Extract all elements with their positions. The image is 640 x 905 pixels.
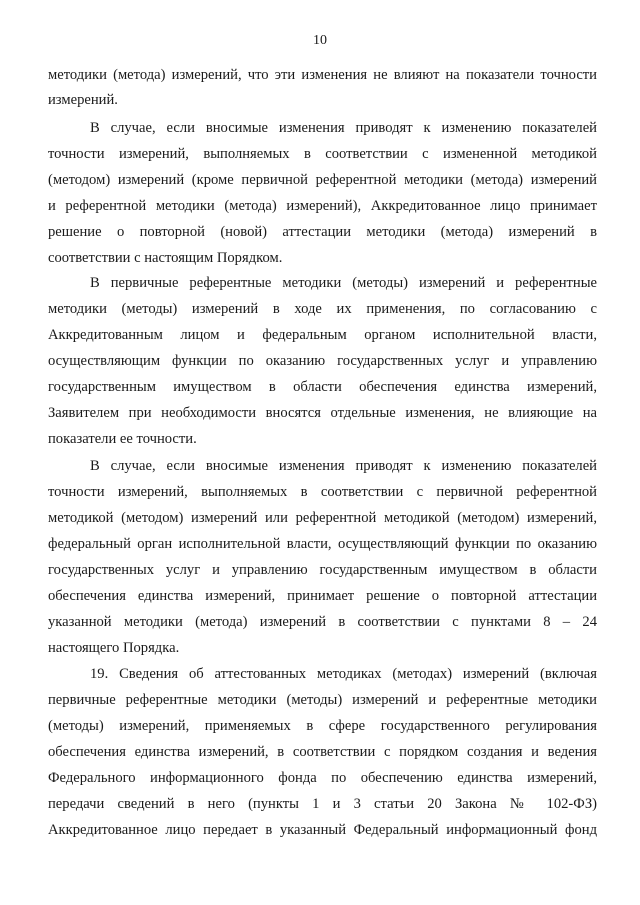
text-line: Аккредитованное лицо передает в указанный Федеральный информационный фонд: [48, 822, 597, 838]
text-line: государственных услуг и управлению государственным имуществом в области: [48, 562, 597, 578]
text-line: показатели ее точности.: [48, 431, 197, 447]
text-line: 19. Сведения об аттестованных методиках (методах) измерений (включая: [90, 666, 597, 682]
text-line: методикой (методом) измерений или референтной методикой (методом) измерений,: [48, 510, 597, 526]
text-line: В первичные референтные методики (методы) измерений и референтные: [90, 275, 597, 291]
text-line: методики (методы) измерений в ходе их применения, по согласованию с: [48, 301, 597, 317]
text-line: В случае, если вносимые изменения приводят к изменению показателей: [90, 458, 597, 474]
text-line: Заявителем при необходимости вносятся отдельные изменения, не влияющие на: [48, 405, 597, 421]
text-line: методики (метода) измерений, что эти изменения не влияют на показатели точности: [48, 67, 597, 83]
text-line: Федерального информационного фонда по обеспечению единства измерений,: [48, 770, 597, 786]
text-line: передачи сведений в него (пункты 1 и 3 статьи 20 Закона № 102-ФЗ): [48, 796, 597, 812]
text-line: обеспечения единства измерений, в соответствии с порядком создания и ведения: [48, 744, 597, 760]
text-line: обеспечения единства измерений, принимает решение о повторной аттестации: [48, 588, 597, 604]
text-line: осуществляющим функции по оказанию государственных услуг и управлению: [48, 353, 597, 369]
text-line: точности измерений, выполняемых в соответствии с измененной методикой: [48, 146, 597, 162]
text-line: и референтной методики (метода) измерений), Аккредитованное лицо принимает: [48, 198, 597, 214]
page-number: 10: [313, 33, 327, 48]
text-line: Аккредитованным лицом и федеральным органом исполнительной власти,: [48, 327, 597, 343]
text-line: соответствии с настоящим Порядком.: [48, 250, 283, 266]
text-line: (методы) измерений, применяемых в сфере государственного регулирования: [48, 718, 597, 734]
text-line: федеральный орган исполнительной власти, осуществляющий функции по оказанию: [48, 536, 597, 552]
text-line: настоящего Порядка.: [48, 640, 180, 656]
text-line: решение о повторной (новой) аттестации методики (метода) измерений в: [48, 224, 597, 240]
text-line: указанной методики (метода) измерений в соответствии с пунктами 8 – 24: [48, 614, 597, 630]
text-line: точности измерений, выполняемых в соответствии с первичной референтной: [48, 484, 597, 500]
text-line: В случае, если вносимые изменения приводят к изменению показателей: [90, 120, 597, 136]
text-line: (методом) измерений (кроме первичной референтной методики (метода) измерений: [48, 172, 597, 188]
text-line: государственным имуществом в области обеспечения единства измерений,: [48, 379, 597, 395]
text-line: первичные референтные методики (методы) измерений и референтные методики: [48, 692, 597, 708]
text-line: измерений.: [48, 92, 118, 108]
